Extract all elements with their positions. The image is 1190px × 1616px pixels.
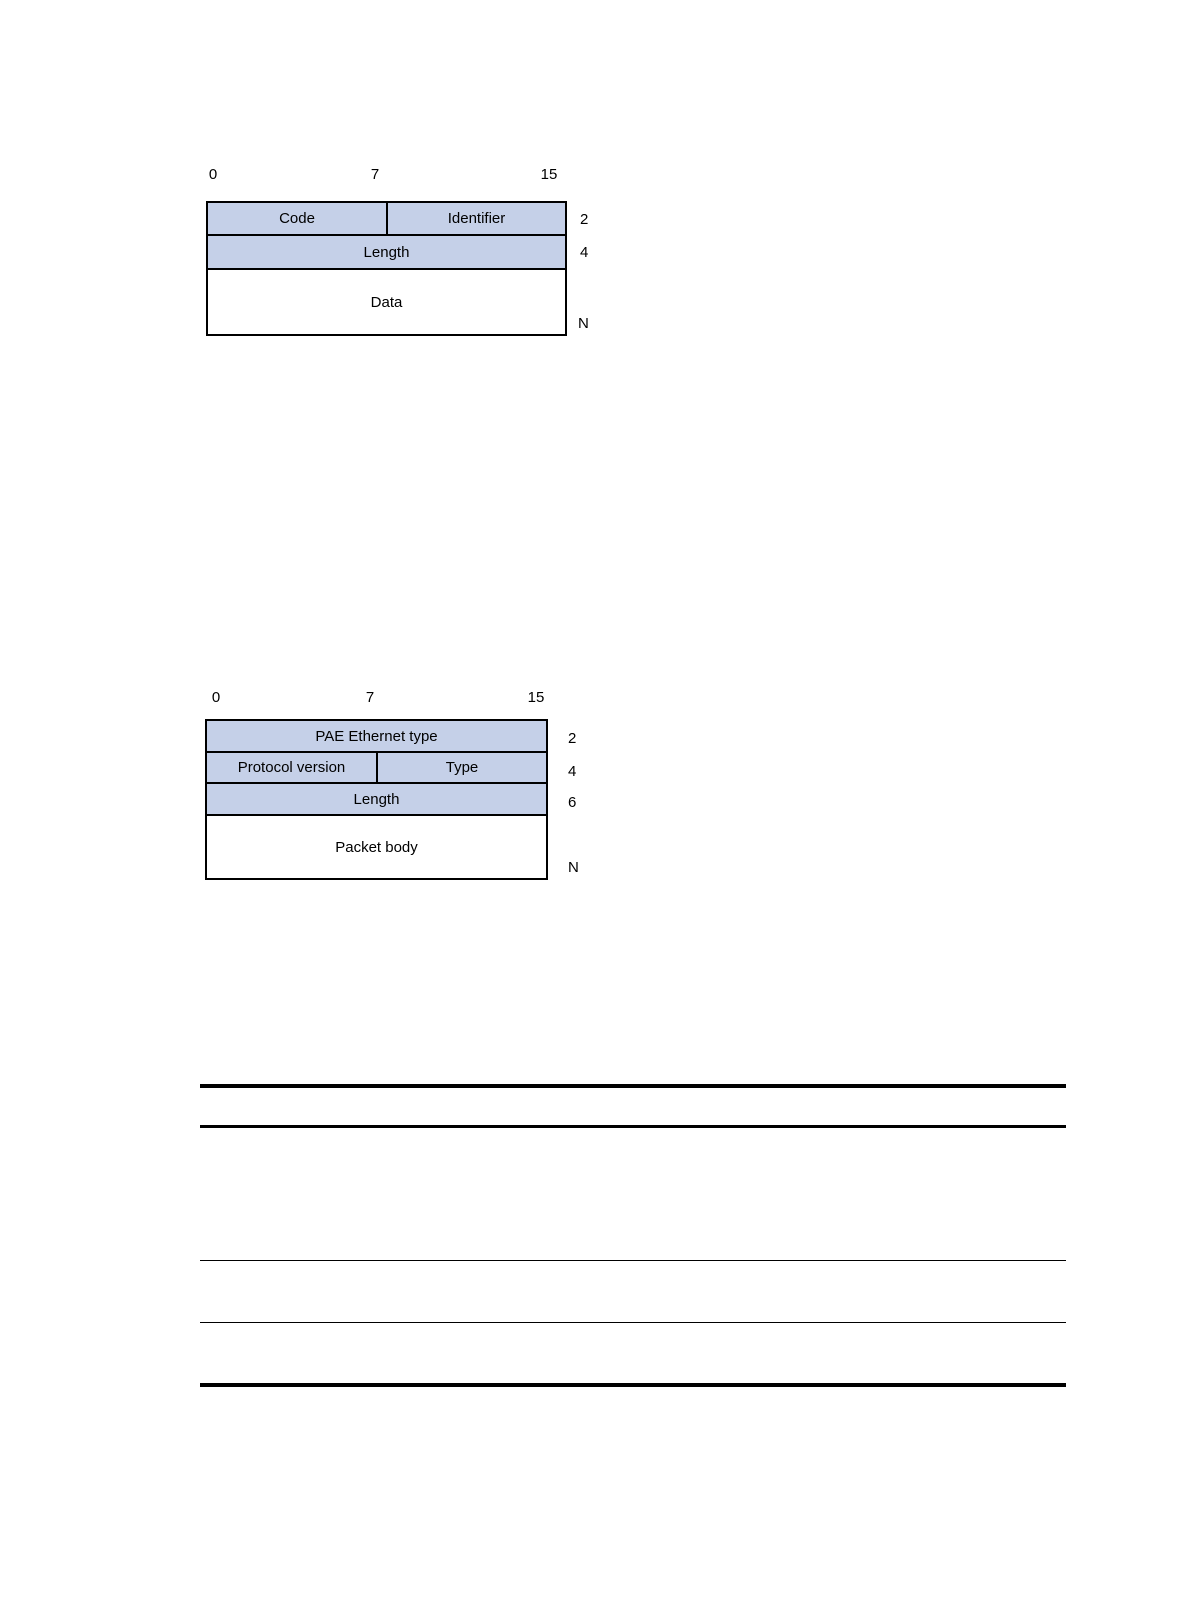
bit-label-7: 7: [370, 166, 380, 183]
bit-label-0: 0: [208, 166, 218, 183]
data-field: Data: [206, 268, 567, 336]
offset-label-n: N: [578, 315, 589, 332]
length-field: Length: [206, 234, 567, 270]
table-header-rule: [200, 1125, 1066, 1128]
bit-label-7: 7: [365, 689, 375, 706]
offset-label-n: N: [568, 859, 579, 876]
offset-label-4: 4: [568, 763, 577, 780]
packet-body-field: Packet body: [205, 814, 548, 880]
table-bottom-rule: [200, 1383, 1066, 1387]
offset-label-2: 2: [568, 730, 577, 747]
offset-label-6: 6: [568, 794, 577, 811]
code-field: Code: [206, 201, 388, 236]
length-field: Length: [205, 782, 548, 816]
type-field: Type: [376, 751, 548, 784]
table-row-divider: [200, 1260, 1066, 1261]
table-row-divider: [200, 1322, 1066, 1323]
offset-label-2: 2: [580, 211, 589, 228]
offset-label-4: 4: [580, 244, 589, 261]
bit-label-15: 15: [540, 166, 558, 183]
identifier-field: Identifier: [386, 201, 567, 236]
pae-ethernet-type-field: PAE Ethernet type: [205, 719, 548, 753]
bit-label-15: 15: [527, 689, 545, 706]
table-top-rule: [200, 1084, 1066, 1088]
bit-label-0: 0: [211, 689, 221, 706]
protocol-version-field: Protocol version: [205, 751, 378, 784]
